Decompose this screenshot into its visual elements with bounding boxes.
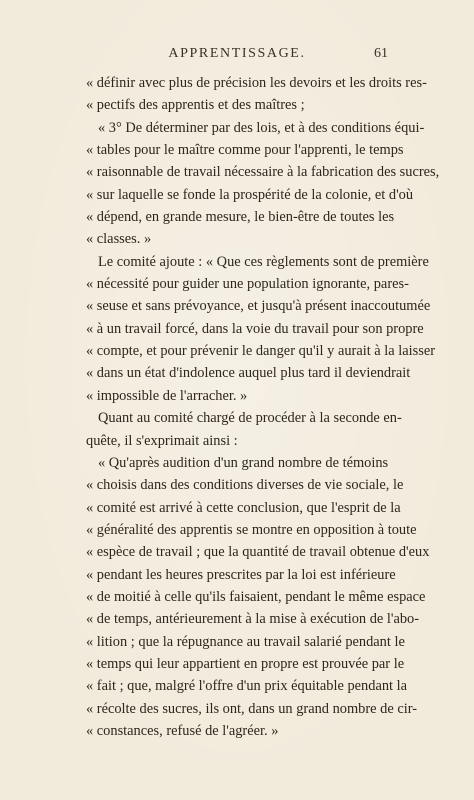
- running-title: APPRENTISSAGE.: [168, 46, 306, 61]
- text-line: Quant au comité chargé de procéder à la seconde en-: [98, 410, 402, 427]
- text-line: « de moitié à celle qu'ils faisaient, pendant le même espace: [86, 588, 426, 605]
- text-line: « comité est arrivé à cette conclusion, que l'esprit de la: [86, 499, 401, 516]
- text-line: « constances, refusé de l'agréer. »: [86, 722, 279, 739]
- text-line: « compte, et pour prévenir le danger qu'il y aurait à la laisser: [86, 343, 436, 360]
- text-line: « Qu'après audition d'un grand nombre de témoins: [98, 454, 389, 471]
- text-line: « dans un état d'indolence auquel plus tard il deviendrait: [86, 365, 411, 382]
- text-line: « impossible de l'arracher. »: [86, 387, 248, 404]
- text-line: quête, il s'exprimait ainsi :: [86, 432, 238, 449]
- text-line: « sur laquelle se fonde la prospérité de la colonie, et d'où: [86, 186, 414, 203]
- text-line: « 3° De déterminer par des lois, et à des conditions équi-: [98, 119, 425, 136]
- text-line: « classes. »: [86, 231, 152, 248]
- text-line: « temps qui leur appartient en propre est prouvée par le: [86, 655, 405, 672]
- text-line: « lition ; que la répugnance au travail salarié pendant le: [86, 633, 405, 650]
- page-number: 61: [374, 46, 388, 61]
- text-line: Le comité ajoute : « Que ces règlements sont de première: [98, 253, 429, 270]
- text-line: « raisonnable de travail nécessaire à la fabrication des sucres,: [86, 164, 440, 181]
- text-line: « à un travail forcé, dans la voie du travail pour son propre: [86, 320, 424, 337]
- text-line: « généralité des apprentis se montre en opposition à toute: [86, 521, 417, 538]
- text-line: « choisis dans des conditions diverses de vie sociale, le: [86, 477, 404, 494]
- text-line: « tables pour le maître comme pour l'apprenti, le temps: [86, 142, 404, 159]
- page-header: [0, 46, 474, 66]
- text-line: « espèce de travail ; que la quantité de travail obtenue d'eux: [86, 544, 430, 561]
- text-line: « fait ; que, malgré l'offre d'un prix équitable pendant la: [86, 678, 408, 695]
- text-line: « pendant les heures prescrites par la loi est inférieure: [86, 566, 396, 583]
- text-line: « définir avec plus de précision les devoirs et les droits res-: [86, 75, 427, 91]
- text-line: « récolte des sucres, ils ont, dans un grand nombre de cir-: [86, 700, 417, 717]
- text-line: « pectifs des apprentis et des maîtres ;: [86, 97, 305, 114]
- body-text: [86, 72, 440, 742]
- text-line: « dépend, en grande mesure, le bien-être de toutes les: [86, 209, 395, 226]
- text-line: « de temps, antérieurement à la mise à exécution de l'abo-: [86, 611, 420, 628]
- text-line: « nécessité pour guider une population ignorante, pares-: [86, 276, 409, 293]
- text-line: « seuse et sans prévoyance, et jusqu'à présent inaccoutumée: [86, 298, 431, 315]
